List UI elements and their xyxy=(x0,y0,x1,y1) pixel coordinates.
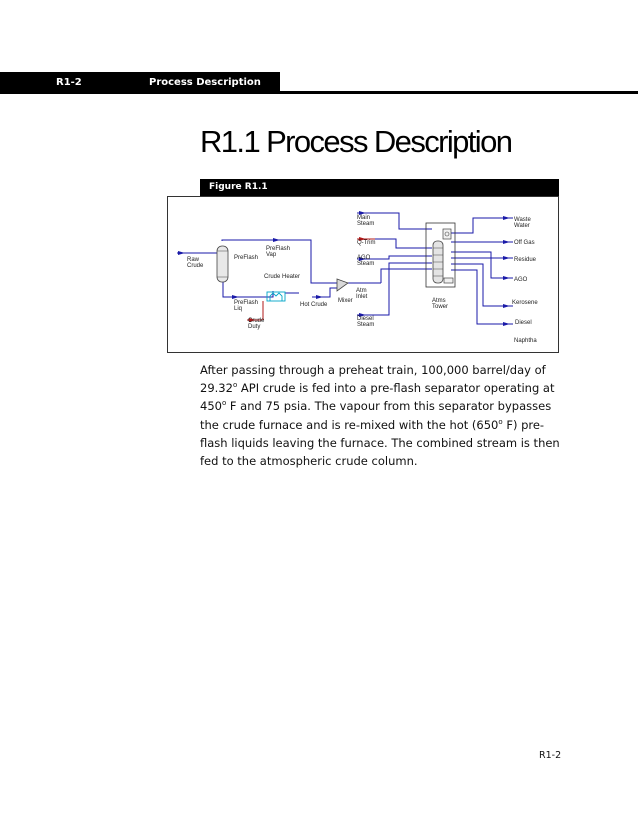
degree-symbol-1: o xyxy=(232,381,238,390)
label-diesel-steam-1: Diesel xyxy=(357,316,374,322)
body-text-part-2: API crude is fed into a pre-flash separator operating at 450 xyxy=(200,381,555,414)
label-diesel-steam-2: Steam xyxy=(357,322,375,328)
header-rule xyxy=(280,91,638,94)
page-title: R1.1 Process Description xyxy=(200,124,512,159)
label-q-trim: Q-Trim xyxy=(357,240,376,246)
header-title: Process Description xyxy=(149,77,261,88)
label-crude-heater: Crude Heater xyxy=(264,274,301,280)
label-ago-steam-2: Steam xyxy=(357,261,375,267)
label-atm-inlet-2: Inlet xyxy=(356,294,368,300)
label-crude-duty-1: Crude xyxy=(248,318,265,324)
degree-symbol-3: o xyxy=(498,417,503,426)
label-ago: AGO xyxy=(514,277,528,283)
label-mixer: Mixer xyxy=(338,298,353,304)
label-residue: Residue xyxy=(514,257,537,263)
label-kerosene: Kerosene xyxy=(512,300,538,306)
degree-symbol-2: o xyxy=(221,399,227,408)
label-preflash-liq-1: PreFlash xyxy=(234,300,259,306)
label-waste-water-1: Waste xyxy=(514,217,531,223)
body-text-part-3: F and 75 psia. The vapour from this separator bypasses the crude furnace and is re-mixed with the hot (650 xyxy=(200,399,552,432)
body-text-part-1: After passing through a preheat train, 100,000 barrel/day of 29.32 xyxy=(200,363,546,396)
label-crude-duty-2: Duty xyxy=(248,324,261,330)
label-preflash-vap-1: PreFlash xyxy=(266,246,291,252)
body-text-part-4: F) pre-flash liquids leaving the furnace. The combined stream is then fed to the atmospheric crude column. xyxy=(200,417,560,469)
label-preflash-liq-2: Liq xyxy=(234,306,243,312)
preflash-separator xyxy=(217,246,228,282)
header-code: R1-2 xyxy=(56,77,82,88)
label-preflash-vap-2: Vap xyxy=(266,252,277,258)
label-waste-water-2: Water xyxy=(514,223,530,229)
label-main-steam-2: Steam xyxy=(357,221,375,227)
figure-label: Figure R1.1 xyxy=(209,182,268,192)
body-paragraph xyxy=(200,361,570,470)
label-main-steam-1: Main xyxy=(357,215,371,221)
label-atms-tower-1: Atms xyxy=(432,298,446,304)
page-number: R1-2 xyxy=(539,750,562,761)
label-raw-crude-1: Raw xyxy=(187,257,200,263)
label-atms-tower-2: Tower xyxy=(432,304,449,310)
label-ago-steam-1: AGO xyxy=(357,255,371,261)
process-flow-diagram xyxy=(167,196,559,353)
label-raw-crude-2: Crude xyxy=(187,263,204,269)
label-preflash: PreFlash xyxy=(234,255,259,261)
label-off-gas: Off Gas xyxy=(514,240,535,246)
label-naphtha: Naphtha xyxy=(514,338,537,344)
label-diesel: Diesel xyxy=(515,320,532,326)
label-atm-inlet-1: Atm xyxy=(356,288,367,294)
label-hot-crude: Hot Crude xyxy=(300,302,328,308)
